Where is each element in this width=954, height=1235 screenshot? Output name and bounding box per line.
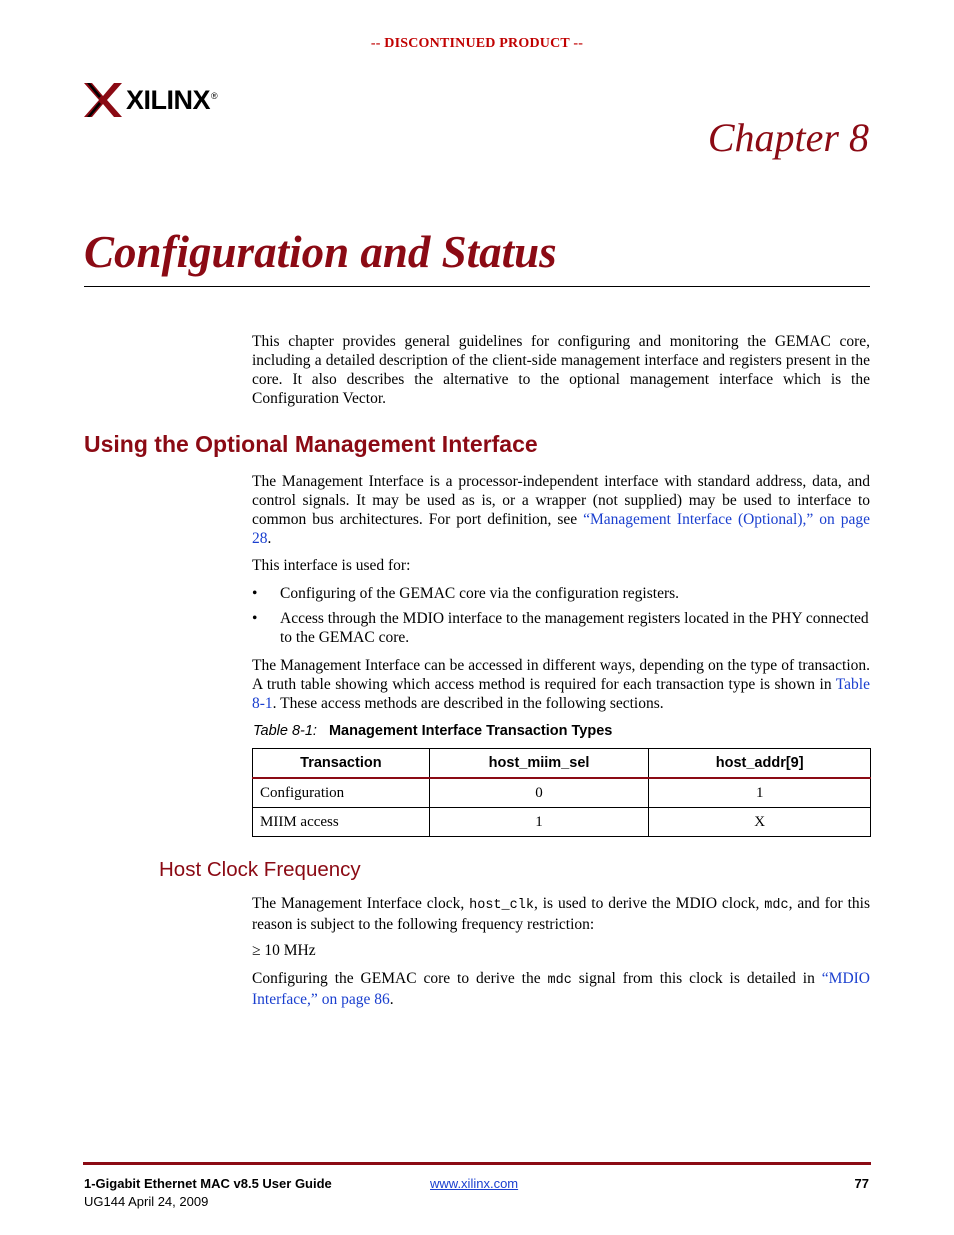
title-divider [84, 286, 870, 287]
frequency-restriction: ≥ 10 MHz [252, 942, 316, 959]
section-heading-management-interface: Using the Optional Management Interface [84, 431, 538, 457]
intro-paragraph: This chapter provides general guidelines for configuring and monitoring the GEMAC core, including a detailed description of the client-side management interface and registers present in the core. It also describes the alternative to the optional management interface which is the Configuration Vector. [252, 333, 870, 407]
table-header-cell: host_addr[9] [649, 749, 871, 779]
paragraph-text: signal from this clock is detailed in [571, 970, 822, 987]
table-caption [253, 723, 612, 739]
list-item: Access through the MDIO interface to the management registers located in the PHY connected to the GEMAC core. [280, 610, 869, 646]
table-caption-number: Table 8-1: [253, 723, 317, 739]
management-interface-paragraph [252, 472, 870, 548]
table-header-row [253, 749, 871, 779]
xilinx-logo-icon [84, 83, 122, 117]
xilinx-logo [84, 80, 218, 120]
usage-intro: This interface is used for: [252, 557, 411, 574]
transaction-types-table [252, 748, 871, 837]
list-item: Configuring of the GEMAC core via the configuration registers. [280, 585, 680, 602]
management-interface-link[interactable]: “Management Interface (Optional),” on page 28 [252, 511, 870, 547]
bullet-marker: • [252, 585, 258, 602]
footer-doc-id: UG144 April 24, 2009 [84, 1194, 209, 1209]
paragraph-text: , is used to derive the MDIO clock, [533, 895, 765, 912]
table-header-cell: host_miim_sel [429, 749, 649, 779]
table-8-1-link[interactable]: Table 8-1 [252, 676, 870, 712]
bullet-marker: • [252, 610, 258, 627]
paragraph-text: . These access methods are described in the following sections. [272, 695, 664, 712]
paragraph-text: . [267, 530, 272, 547]
paragraph-text: The Management Interface clock, [252, 895, 470, 912]
paragraph-text: The Management Interface is a processor-independent interface with standard address, data, and control signals. It may be used as is, or a wrapper (not supplied) may be used to interface to common bus architectures. For port definition, see [252, 473, 870, 528]
code-mdc: mdc [764, 898, 789, 913]
page-number: 77 [854, 1176, 869, 1191]
paragraph-text: The Management Interface can be accessed in different ways, depending on the type of transaction. A truth table showing which access method is required for each transaction type is shown in [252, 657, 870, 693]
footer-url-link[interactable]: www.xilinx.com [430, 1176, 519, 1191]
access-methods-paragraph [252, 656, 870, 713]
logo-wordmark: XILINX [126, 84, 211, 115]
page-title: Configuration and Status [84, 227, 557, 277]
table-row [253, 808, 871, 837]
table-cell: X [649, 808, 871, 837]
mdio-interface-link[interactable]: “MDIO Interface,” on page 86 [252, 970, 870, 1008]
code-host-clk: host_clk [469, 898, 534, 913]
table-caption-title: Management Interface Transaction Types [328, 723, 613, 739]
mdc-derivation-paragraph [252, 969, 870, 1009]
discontinued-banner: -- DISCONTINUED PRODUCT -- [370, 36, 584, 51]
table-cell: 0 [429, 778, 649, 808]
code-mdc: mdc [547, 973, 572, 988]
table-cell: 1 [649, 778, 871, 808]
table-cell: MIIM access [253, 808, 430, 837]
chapter-label: Chapter 8 [707, 115, 869, 160]
paragraph-text: Configuring the GEMAC core to derive the [252, 970, 548, 987]
host-clock-paragraph [252, 894, 870, 934]
paragraph-text: , and for this reason is subject to the following frequency restriction: [252, 895, 871, 933]
table-header-cell: Transaction [253, 749, 430, 779]
registered-mark: ® [211, 91, 218, 101]
table-row [253, 778, 871, 808]
section-heading-host-clock: Host Clock Frequency [159, 858, 361, 881]
paragraph-text: . [389, 991, 394, 1008]
table-cell: 1 [429, 808, 649, 837]
footer-doc-title: 1-Gigabit Ethernet MAC v8.5 User Guide [84, 1176, 332, 1191]
table-cell: Configuration [253, 778, 430, 808]
footer-divider [83, 1162, 871, 1165]
